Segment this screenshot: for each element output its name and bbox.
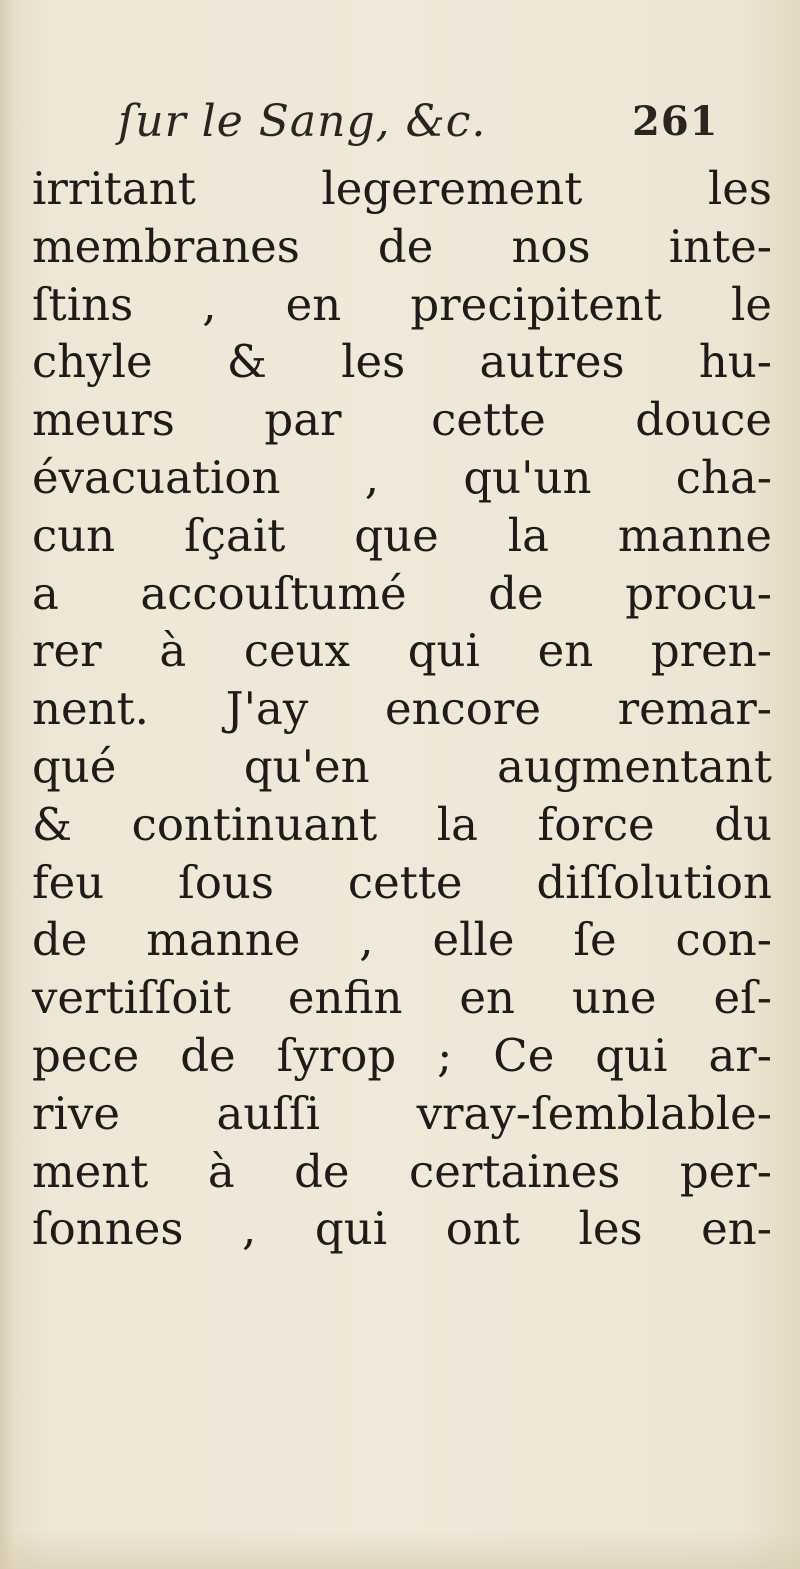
text-line: ment à de certaines per-	[32, 1144, 772, 1198]
page-edge-shadow	[0, 0, 14, 1569]
text-line: cun ſçait que la manne	[32, 508, 772, 562]
page-number: 261	[632, 98, 719, 145]
text-line: de manne , elle ſe con-	[32, 913, 772, 967]
text-line: meurs par cette douce	[32, 393, 772, 447]
text-line: irritant legerement les	[32, 162, 772, 215]
text-line: & continuant la force du	[32, 797, 772, 851]
page-bottom-shadow	[0, 1529, 800, 1569]
text-line: pece de ſyrop ; Ce qui ar-	[32, 1028, 772, 1082]
running-head: ſur le Sang, &c.	[118, 96, 487, 147]
text-line: ſtins , en precipitent le	[32, 277, 772, 331]
text-line: rive auſſi vray-ſemblable-	[32, 1086, 772, 1140]
text-line: qué qu'en augmentant	[32, 739, 772, 793]
text-line: membranes de nos inte-	[32, 219, 772, 273]
text-line: feu ſous cette diſſolution	[32, 855, 772, 909]
text-line: a accouſtumé de procu-	[32, 566, 772, 620]
text-line: vertiſſoit enfin en une eſ-	[32, 971, 772, 1025]
text-line: chyle & les autres hu-	[32, 335, 772, 389]
text-line: nent. J'ay encore remar-	[32, 682, 772, 736]
text-line: évacuation , qu'un cha-	[32, 450, 772, 504]
page-header	[0, 96, 800, 160]
text-line: ſonnes , qui ont les en-	[32, 1202, 772, 1256]
text-line: rer à ceux qui en pren-	[32, 624, 772, 678]
body-text	[32, 160, 772, 1258]
